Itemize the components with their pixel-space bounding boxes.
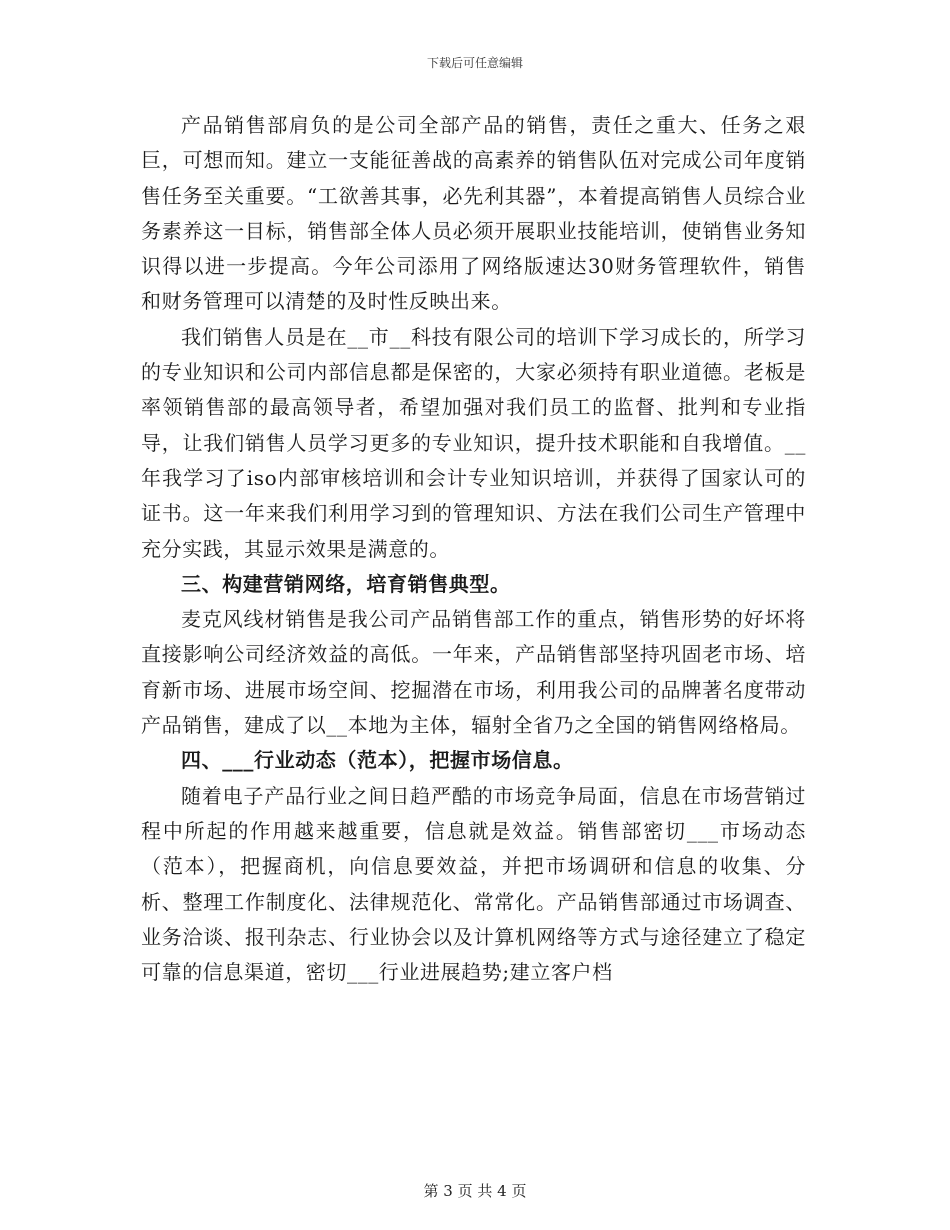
section-heading-3: 三、构建营销网络，培育销售典型。 — [181, 571, 511, 596]
section-heading-4: 四、___行业动态（范本），把握市场信息。 — [181, 748, 574, 773]
paragraph-sales-network: 麦克风线材销售是我公司产品销售部工作的重点，销售形势的好坏将直接影响公司经济效益的高低。一年来，产品销售部坚持巩固老市场、培育新市场、进展市场空间、挖掘潜在市场，利用我公司的品牌著名度带动产品销售，建成了以__本地为主体，辐射全省乃之全国的销售网络格局。 — [141, 607, 806, 738]
paragraph-market-info: 随着电子产品行业之间日趋严酷的市场竞争局面，信息在市场营销过程中所起的作用越来越重要，信息就是效益。销售部密切___市场动态（范本），把握商机，向信息要效益，并把市场调研和信息的收集、分析、整理工作制度化、法律规范化、常常化。产品销售部通过市场调查、业务洽谈、报刊杂志、行业协会以及计算机网络等方式与途径建立了稳定可靠的信息渠道，密切___行业进展趋势;建立客户档 — [141, 783, 806, 985]
paragraph-training: 产品销售部肩负的是公司全部产品的销售，责任之重大、任务之艰巨，可想而知。建立一支能征善战的高素养的销售队伍对完成公司年度销售任务至关重要。“工欲善其事，必先利其器”，本着提高销售人员综合业务素养这一目标，销售部全体人员必须开展职业技能培训，使销售业务知识得以进一步提高。今年公司添用了网络版速达30财务管理软件，销售和财务管理可以清楚的及时性反映出来。 — [141, 113, 806, 314]
paragraph-professional-ethics: 我们销售人员是在__市__科技有限公司的培训下学习成长的，所学习的专业知识和公司内部信息都是保密的，大家必须持有职业道德。老板是率领销售部的最高领导者，希望加强对我们员工的监督、批判和专业指导，让我们销售人员学习更多的专业知识，提升技术职能和自我增值。__年我学习了iso内部审核培训和会计专业知识培训，并获得了国家认可的证书。这一年来我们利用学习到的管理知识、方法在我们公司生产管理中充分实践，其显示效果是满意的。 — [141, 324, 806, 561]
page-number: 第 3 页 共 4 页 — [423, 1182, 527, 1200]
document-body — [141, 108, 806, 990]
page-header: 下载后可任意编辑 — [426, 56, 523, 70]
